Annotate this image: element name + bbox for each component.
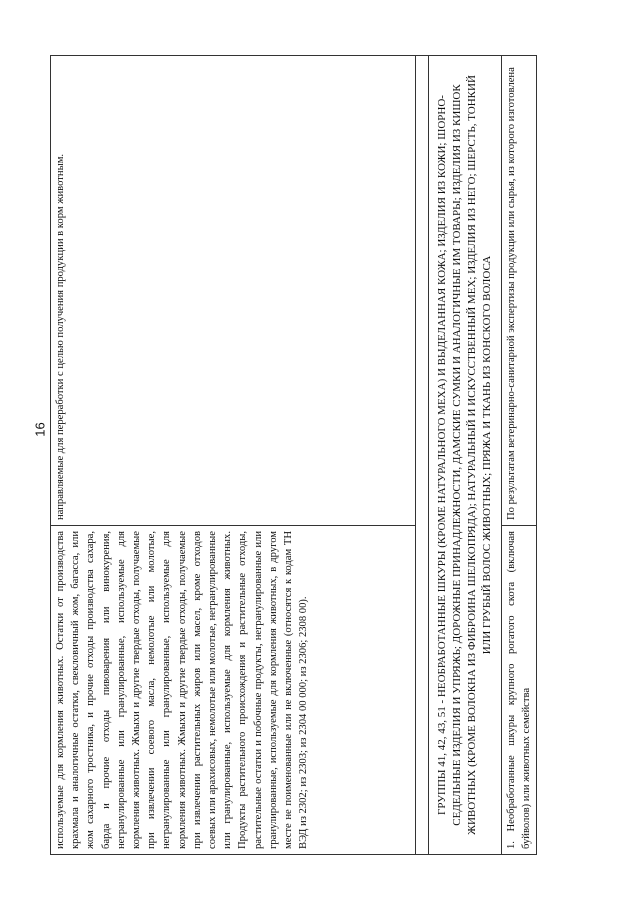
requirements-cell: направляемые для переработки с целью получения продукции в корм животным. [51,56,416,526]
table-row [502,56,537,855]
page-number: 16 [32,422,48,437]
product-description-cell: 1. Необработанные шкуры крупного рогатого скота (включая буйволов) или животных семейства [502,526,537,855]
product-description-cell: используемые для кормления животных. Остатки от производства крахмала и аналогичные остатки, свекловичный жом, багасса, или жом сахарного тростника, и прочие отходы производства сахара, барда и прочие отходы пивоварения или винокурения, негранулированные или гранулированные, используемые для кормления животных. Жмыхи и другие твердые отходы, получаемые при извлечении соевого масла, немолотые или молотые, негранулированные или гранулированные, используемые для кормления животных. Жмыхи и другие твердые отходы, получаемые при извлечении растительных жиров или масел, кроме отходов соевых или арахисовых, немолотые или молотые, негранулированные или гранулированные, используемые для кормления животных. Продукты растительного происхождения и растительные отходы, растительные остатки и побочные продукты, негранулированные или гранулированные, используемые для кормления животных, в другом месте не поименованные или не включенные (относятся к кодам ТН ВЭД из 2302; из 2303; из 2304 00 000; из 2306; 2308 00). [51,526,416,855]
spacer-cell [416,56,429,855]
requirements-cell: По результатам ветеринарно-санитарной экспертизы продукции или сырья, из которого изготовлена [502,56,537,526]
table-row [51,56,416,855]
group-heading-row [429,56,502,855]
group-heading: ГРУППЫ 41, 42, 43, 51 - НЕОБРАБОТАННЫЕ ШКУРЫ (КРОМЕ НАТУРАЛЬНОГО МЕХА) И ВЫДЕЛАННАЯ КОЖА; ИЗДЕЛИЯ ИЗ КОЖИ; ШОРНО-СЕДЕЛЬНЫЕ ИЗДЕЛИЯ И УПРЯЖЬ; ДОРОЖНЫЕ ПРИНАДЛЕЖНОСТИ, ДАМСКИЕ СУМКИ И АНАЛОГИЧНЫЕ ИМ ТОВАРЫ; ИЗДЕЛИЯ ИЗ КИШОК ЖИВОТНЫХ (КРОМЕ ВОЛОКНА ИЗ ФИБРОИНА ШЕЛКОПРЯДА); НАТУРАЛЬНЫЙ И ИСКУССТВЕННЫЙ МЕХ; ИЗДЕЛИЯ ИЗ НЕГО; ШЕРСТЬ, ТОНКИЙ ИЛИ ГРУБЫЙ ВОЛОС ЖИВОТНЫХ; ПРЯЖА И ТКАНЬ ИЗ КОНСКОГО ВОЛОСА [429,56,502,855]
table-spacer-row [416,56,429,855]
regulation-table [50,55,537,855]
document-sheet [50,55,590,855]
